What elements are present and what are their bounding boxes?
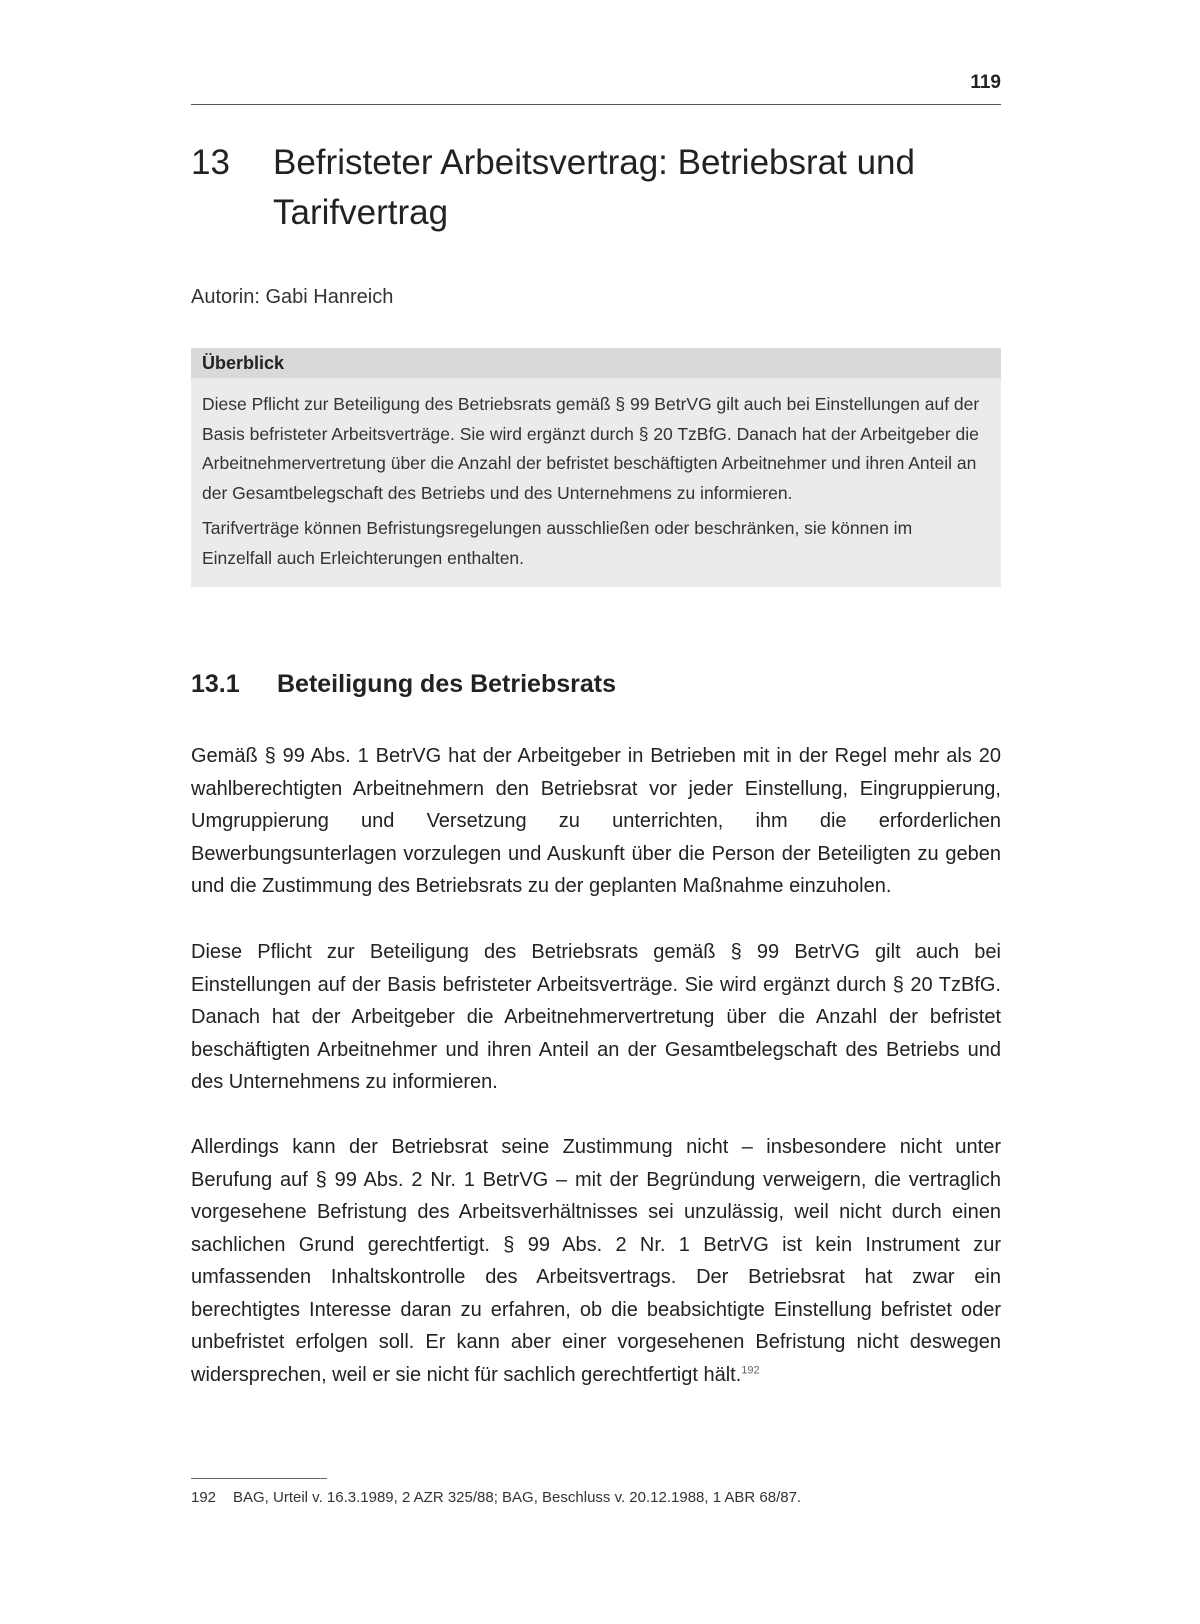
overview-box [191,348,1001,587]
body-paragraph [191,1131,1001,1391]
overview-heading: Überblick [191,348,1001,378]
footnote-text: BAG, Urteil v. 16.3.1989, 2 AZR 325/88; BAG, Beschluss v. 20.12.1988, 1 ABR 68/87. [233,1489,802,1506]
overview-body [191,378,1001,587]
chapter-title: Befristeter Arbeitsvertrag: Betriebsrat und Tarifvertrag [273,143,915,232]
page-number: 119 [970,72,1001,93]
section-number: 13.1 [191,670,240,698]
section-title: Beteiligung des Betriebsrats [277,670,616,698]
footnote-number: 192 [191,1489,217,1506]
overview-paragraph: Diese Pflicht zur Beteiligung des Betriebsrats gemäß § 99 BetrVG gilt auch bei Einstellungen auf der Basis befristeter Arbeitsverträge. Sie wird ergänzt durch § 20 TzBfG. Danach hat der Arbeitgeber die Arbeitnehmervertretung über die Anzahl der befristet beschäftigten Arbeitnehmer und ihren Anteil an der Gesamtbelegschaft des Betriebs und des Unternehmens zu informieren. [202,394,980,503]
header-rule [191,104,1001,105]
footnote-rule [191,1478,327,1479]
body-paragraph-text: Allerdings kann der Betriebsrat seine Zustimmung nicht – insbesondere nicht unter Berufung auf § 99 Abs. 2 Nr. 1 BetrVG – mit der Begründung verweigern, die vertraglich vorgesehene Befristung des Arbeitsverhältnisses sei unzulässig, weil nicht durch einen sachlichen Grund gerechtfertigt. § 99 Abs. 2 Nr. 1 BetrVG ist kein Instrument zur umfassenden Inhaltskontrolle des Arbeitsvertrags. Der Betriebsrat hat zwar ein berechtigtes Interesse daran zu erfahren, ob die beabsichtigte Einstellung befristet oder unbefristet erfolgen soll. Er kann aber einer vorgesehenen Befristung nicht deswegen widersprechen, weil er sie nicht für sachlich gerechtfertigt hält. [191,1136,1001,1386]
footnote [191,1489,801,1506]
body-paragraph: Gemäß § 99 Abs. 1 BetrVG hat der Arbeitgeber in Betrieben mit in der Regel mehr als 20 wahlberechtigten Arbeitnehmern den Betriebsrat vor jeder Einstellung, Eingruppierung, Umgruppierung und Versetzung zu unterrichten, ihm die erforderlichen Bewerbungsunterlagen vorzulegen und Auskunft über die Person der Beteiligten zu geben und die Zustimmung des Betriebsrats zu der geplanten Maßnahme einzuholen. [191,745,1001,897]
footnote-reference[interactable]: 192 [741,1363,760,1376]
body-paragraph: Diese Pflicht zur Beteiligung des Betriebsrats gemäß § 99 BetrVG gilt auch bei Einstellungen auf der Basis befristeter Arbeitsverträge. Sie wird ergänzt durch § 20 TzBfG. Danach hat der Arbeitgeber die Arbeitnehmervertretung über die Anzahl der befristet beschäftigten Arbeitnehmer und ihren Anteil an der Gesamtbelegschaft des Betriebs und des Unternehmens zu informieren. [191,941,1001,1093]
chapter-number: 13 [191,143,230,182]
author-line: Autorin: Gabi Hanreich [191,286,394,308]
overview-paragraph: Tarifverträge können Befristungsregelungen ausschließen oder beschränken, sie können im Einzelfall auch Erleichterungen enthalten. [202,518,913,568]
